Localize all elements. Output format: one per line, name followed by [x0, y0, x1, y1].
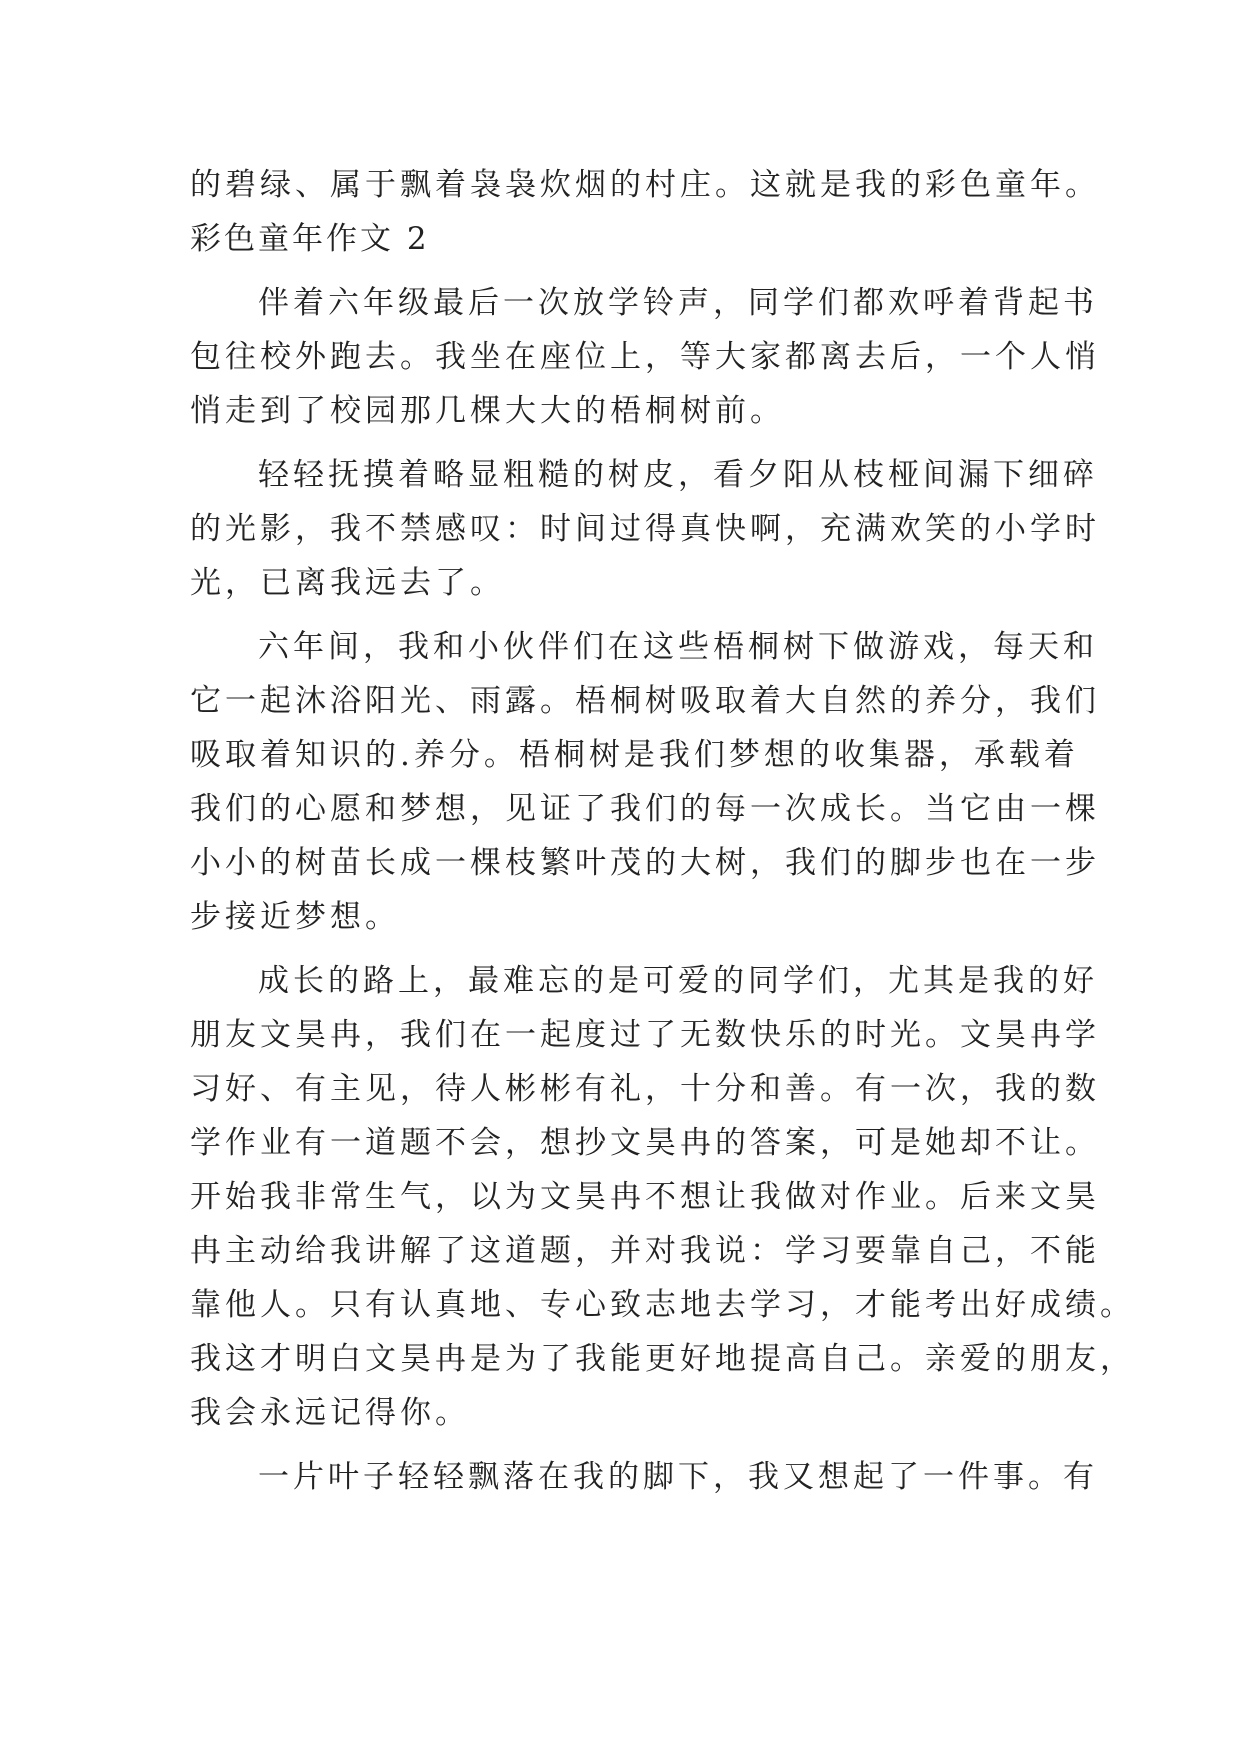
paragraph-line: 靠他人。只有认真地、专心致志地去学习，才能考出好成绩。 — [190, 1287, 1135, 1323]
paragraph-line: 轻轻抚摸着略显粗糙的树皮，看夕阳从枝桠间漏下细碎 — [258, 457, 1098, 493]
paragraph-line: 小小的树苗长成一棵枝繁叶茂的大树，我们的脚步也在一步 — [190, 845, 1100, 881]
paragraph-1 — [190, 276, 1100, 438]
paragraph-line: 悄走到了校园那几棵大大的梧桐树前。 — [190, 393, 785, 429]
intro-tail-line: 的碧绿、属于飘着袅袅炊烟的村庄。这就是我的彩色童年。 — [190, 167, 1100, 203]
paragraph-3 — [190, 620, 1100, 944]
paragraph-line: 的光影，我不禁感叹：时间过得真快啊，充满欢笑的小学时 — [190, 511, 1100, 547]
paragraph-line: 伴着六年级最后一次放学铃声，同学们都欢呼着背起书 — [258, 285, 1098, 321]
paragraph-line: 我会永远记得你。 — [190, 1395, 470, 1431]
paragraph-4 — [190, 954, 1135, 1440]
paragraph-line: 朋友文昊冉，我们在一起度过了无数快乐的时光。文昊冉学 — [190, 1017, 1100, 1053]
paragraph-line: 它一起沐浴阳光、雨露。梧桐树吸取着大自然的养分，我们 — [190, 683, 1100, 719]
paragraph-line: 六年间，我和小伙伴们在这些梧桐树下做游戏，每天和 — [258, 629, 1098, 665]
paragraph-line: 我们的心愿和梦想，见证了我们的每一次成长。当它由一棵 — [190, 791, 1100, 827]
paragraph-line: 包往校外跑去。我坐在座位上，等大家都离去后，一个人悄 — [190, 339, 1100, 375]
paragraph-line: 开始我非常生气，以为文昊冉不想让我做对作业。后来文昊 — [190, 1179, 1100, 1215]
article-title: 彩色童年作文 2 — [190, 221, 430, 257]
document-body — [190, 158, 1135, 1504]
paragraph-line: 冉主动给我讲解了这道题，并对我说：学习要靠自己，不能 — [190, 1233, 1100, 1269]
paragraph-2 — [190, 448, 1100, 610]
paragraph-5 — [190, 1450, 1098, 1504]
paragraph-line: 一片叶子轻轻飘落在我的脚下，我又想起了一件事。有 — [258, 1459, 1098, 1495]
paragraph-line: 成长的路上，最难忘的是可爱的同学们，尤其是我的好 — [258, 963, 1098, 999]
paragraph-line: 光，已离我远去了。 — [190, 565, 505, 601]
paragraph-line: 吸取着知识的.养分。梧桐树是我们梦想的收集器，承载着 — [190, 737, 1079, 773]
paragraph-line: 学作业有一道题不会，想抄文昊冉的答案，可是她却不让。 — [190, 1125, 1100, 1161]
paragraph-line: 步接近梦想。 — [190, 899, 400, 935]
paragraph-line: 习好、有主见，待人彬彬有礼，十分和善。有一次，我的数 — [190, 1071, 1100, 1107]
paragraph-line: 我这才明白文昊冉是为了我能更好地提高自己。亲爱的朋友， — [190, 1341, 1135, 1377]
